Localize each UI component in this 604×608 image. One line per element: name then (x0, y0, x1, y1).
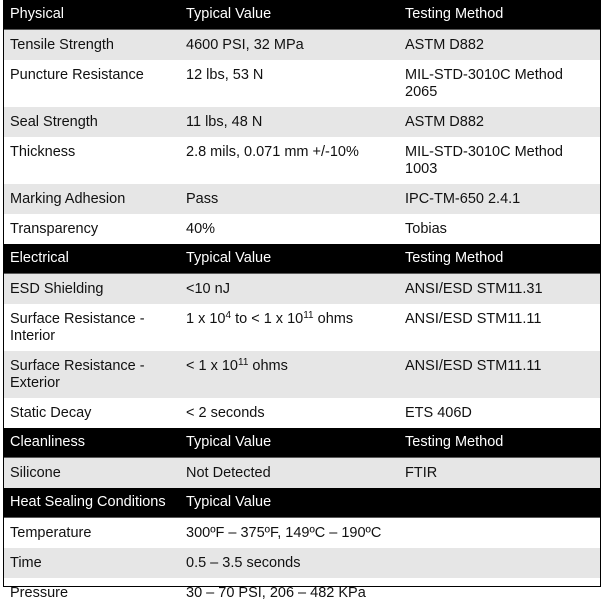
method-cell: MIL-STD-3010C Method 1003 (398, 137, 601, 184)
value-text: 1 x 10 (186, 311, 226, 327)
table-row (3, 398, 601, 428)
value-cell: < 2 seconds (179, 398, 398, 428)
method-cell (398, 578, 601, 608)
value-text: ohms (248, 358, 288, 374)
value-cell: <10 nJ (179, 274, 398, 305)
table-row (3, 548, 601, 578)
property-cell: Tensile Strength (3, 30, 179, 61)
header-cell: Typical Value (179, 0, 398, 30)
header-cell: Testing Method (398, 0, 601, 30)
section-header-cleanliness (3, 428, 601, 458)
property-cell: Temperature (3, 518, 179, 549)
value-cell: 2.8 mils, 0.071 mm +/-10% (179, 137, 398, 184)
method-cell (398, 548, 601, 578)
property-cell: Seal Strength (3, 107, 179, 137)
value-text: to < 1 x 10 (231, 311, 304, 327)
header-cell: Cleanliness (3, 428, 179, 458)
method-cell: ASTM D882 (398, 107, 601, 137)
table-row (3, 214, 601, 244)
section-header-electrical (3, 244, 601, 274)
property-cell: Thickness (3, 137, 179, 184)
header-cell: Typical Value (179, 244, 398, 274)
value-cell: 30 – 70 PSI, 206 – 482 KPa (179, 578, 398, 608)
exponent: 11 (303, 310, 314, 321)
value-cell: 12 lbs, 53 N (179, 60, 398, 107)
header-cell: Testing Method (398, 428, 601, 458)
method-cell: IPC-TM-650 2.4.1 (398, 184, 601, 214)
property-cell: ESD Shielding (3, 274, 179, 305)
property-cell: Surface Resistance - Interior (3, 304, 179, 351)
table-row (3, 30, 601, 61)
table-row (3, 518, 601, 549)
section-header-heat-sealing (3, 488, 601, 518)
header-cell: Physical (3, 0, 179, 30)
method-cell: ANSI/ESD STM11.31 (398, 274, 601, 305)
value-cell: 11 lbs, 48 N (179, 107, 398, 137)
property-cell: Static Decay (3, 398, 179, 428)
property-cell: Time (3, 548, 179, 578)
property-cell: Silicone (3, 458, 179, 489)
method-cell (398, 518, 601, 549)
value-cell: 300ºF – 375ºF, 149ºC – 190ºC (179, 518, 398, 549)
method-cell: ANSI/ESD STM11.11 (398, 351, 601, 398)
table-row (3, 274, 601, 305)
method-cell: ETS 406D (398, 398, 601, 428)
property-cell: Surface Resistance - Exterior (3, 351, 179, 398)
value-cell (179, 351, 398, 398)
table-row (3, 60, 601, 107)
property-cell: Transparency (3, 214, 179, 244)
table-row (3, 184, 601, 214)
value-text: ohms (313, 311, 354, 327)
table-row (3, 351, 601, 398)
exponent: 4 (225, 310, 232, 321)
table-row (3, 107, 601, 137)
method-cell: MIL-STD-3010C Method 2065 (398, 60, 601, 107)
header-cell: Electrical (3, 244, 179, 274)
specifications-table (3, 0, 601, 608)
method-cell: Tobias (398, 214, 601, 244)
table-row (3, 458, 601, 489)
value-text: < 1 x 10 (186, 358, 238, 374)
value-cell: 40% (179, 214, 398, 244)
header-cell: Testing Method (398, 244, 601, 274)
method-cell: ASTM D882 (398, 30, 601, 61)
table-row (3, 578, 601, 608)
section-header-physical (3, 0, 601, 30)
property-cell: Marking Adhesion (3, 184, 179, 214)
value-cell: 0.5 – 3.5 seconds (179, 548, 398, 578)
header-cell: Typical Value (179, 428, 398, 458)
method-cell: ANSI/ESD STM11.11 (398, 304, 601, 351)
header-cell: Heat Sealing Conditions (3, 488, 179, 518)
header-cell: Typical Value (179, 488, 398, 518)
value-cell (179, 304, 398, 351)
value-cell: Pass (179, 184, 398, 214)
table-row (3, 304, 601, 351)
property-cell: Puncture Resistance (3, 60, 179, 107)
value-cell: 4600 PSI, 32 MPa (179, 30, 398, 61)
table-row (3, 137, 601, 184)
method-cell: FTIR (398, 458, 601, 489)
header-cell (398, 488, 601, 518)
exponent: 11 (238, 357, 249, 368)
value-cell: Not Detected (179, 458, 398, 489)
property-cell: Pressure (3, 578, 179, 608)
